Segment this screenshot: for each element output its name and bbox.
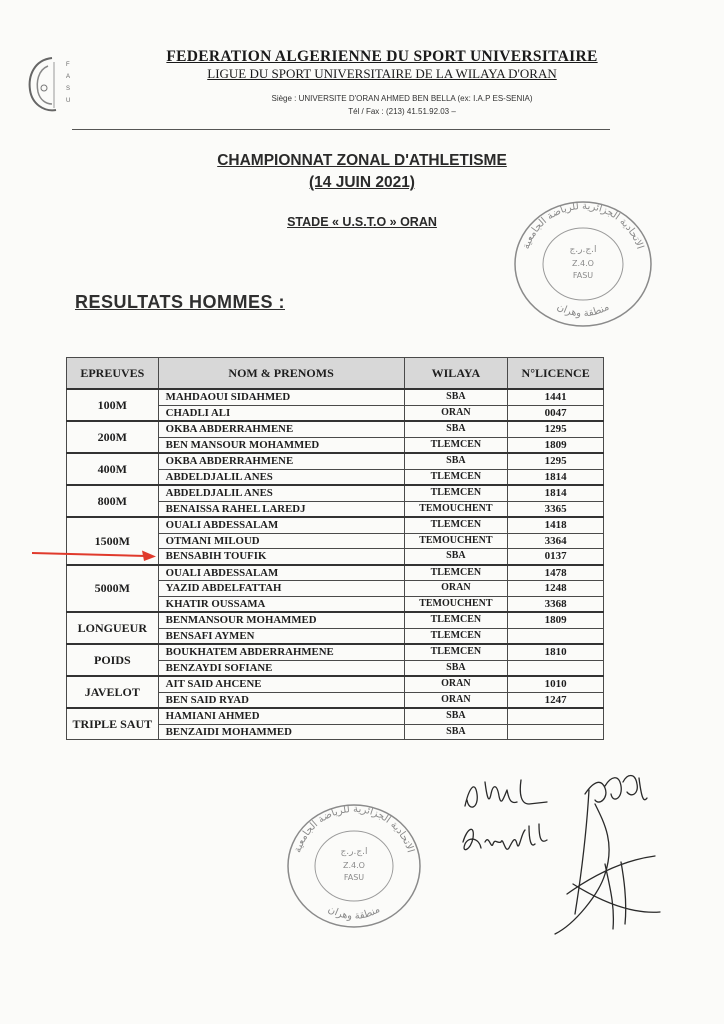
athlete-name: BENSABIH TOUFIK (158, 549, 404, 565)
ligue-title: LIGUE DU SPORT UNIVERSITAIRE DE LA WILAYA D'ORAN (207, 66, 557, 81)
athlete-wilaya: SBA (404, 389, 508, 405)
athlete-licence: 1441 (508, 389, 604, 405)
athlete-name: MAHDAOUI SIDAHMED (158, 389, 404, 405)
header-licence: N°LICENCE (508, 358, 604, 390)
svg-text:منطقة وهران (326, 904, 382, 922)
federation-title: FEDERATION ALGERIENNE DU SPORT UNIVERSITAIRE (166, 48, 598, 65)
athlete-name: CHADLI ALI (158, 405, 404, 421)
athlete-name: KHATIR OUSSAMA (158, 596, 404, 612)
event-name: JAVELOT (67, 676, 159, 708)
athlete-wilaya: TLEMCEN (404, 612, 508, 628)
athlete-name: OUALI ABDESSALAM (158, 517, 404, 533)
athlete-name: BENSAFI AYMEN (158, 628, 404, 644)
stamp-arabic-top: الاتحادية الجزائرية للرياضة الجامعية (292, 803, 416, 855)
table-row (67, 565, 604, 581)
red-arrow-icon (30, 548, 158, 562)
athlete-wilaya: TLEMCEN (404, 565, 508, 581)
athlete-licence: 1295 (508, 421, 604, 437)
event-name: 1500M (67, 517, 159, 565)
event-name: POIDS (67, 644, 159, 676)
athlete-wilaya: TLEMCEN (404, 469, 508, 485)
athlete-licence: 1247 (508, 692, 604, 708)
athlete-name: BENZAYDI SOFIANE (158, 660, 404, 676)
athlete-licence: 1809 (508, 437, 604, 453)
athlete-name: BENAISSA RAHEL LAREDJ (158, 501, 404, 517)
stamp-arabic-bottom: منطقة وهران (554, 301, 612, 320)
stamp-center: ا.ج.ر.ج (340, 847, 368, 857)
athlete-wilaya: ORAN (404, 692, 508, 708)
stamp-zone: Z.4.O (343, 861, 365, 870)
athlete-name: AIT SAID AHCENE (158, 676, 404, 692)
athlete-name: BOUKHATEM ABDERRAHMENE (158, 644, 404, 660)
athlete-name: BENZAIDI MOHAMMED (158, 724, 404, 740)
athlete-licence: 3365 (508, 501, 604, 517)
athlete-wilaya: TLEMCEN (404, 485, 508, 501)
athlete-licence: 1809 (508, 612, 604, 628)
stamp-arabic-bottom: منطقة وهران (325, 903, 383, 922)
championship-date: (14 JUIN 2021) (309, 174, 415, 191)
athlete-wilaya: ORAN (404, 676, 508, 692)
table-row (67, 708, 604, 724)
table-row (67, 676, 604, 692)
athlete-wilaya: TEMOUCHENT (404, 501, 508, 517)
athlete-name: YAZID ABDELFATTAH (158, 581, 404, 597)
event-name: 5000M (67, 565, 159, 613)
athlete-wilaya: ORAN (404, 581, 508, 597)
athlete-name: ABDELDJALIL ANES (158, 469, 404, 485)
athlete-licence: 3364 (508, 533, 604, 549)
athlete-wilaya: TLEMCEN (404, 517, 508, 533)
athlete-licence: 1010 (508, 676, 604, 692)
official-stamp (508, 196, 658, 332)
event-name: TRIPLE SAUT (67, 708, 159, 740)
athlete-name: OUALI ABDESSALAM (158, 565, 404, 581)
svg-text:U: U (66, 98, 71, 104)
athlete-licence: 1810 (508, 644, 604, 660)
athlete-wilaya: TEMOUCHENT (404, 533, 508, 549)
stamp-latin: FASU (343, 873, 365, 882)
event-name: 400M (67, 453, 159, 485)
athlete-wilaya: SBA (404, 708, 508, 724)
stamp-latin: FASU (572, 271, 594, 280)
athlete-licence: 0137 (508, 549, 604, 565)
athlete-wilaya: TEMOUCHENT (404, 596, 508, 612)
event-name: 100M (67, 389, 159, 421)
event-name: LONGUEUR (67, 612, 159, 644)
athlete-licence: 1478 (508, 565, 604, 581)
svg-text:A: A (66, 74, 71, 80)
venue: STADE « U.S.T.O » ORAN (287, 215, 437, 229)
athlete-name: ABDELDJALIL ANES (158, 485, 404, 501)
athlete-licence: 1418 (508, 517, 604, 533)
handwritten-signatures (455, 764, 675, 939)
athlete-name: OKBA ABDERRAHMENE (158, 421, 404, 437)
athlete-licence: 3368 (508, 596, 604, 612)
official-stamp-bottom (282, 800, 426, 932)
athlete-licence: 0047 (508, 405, 604, 421)
header-epreuves: EPREUVES (67, 358, 159, 390)
table-row (67, 421, 604, 437)
athlete-wilaya: TLEMCEN (404, 437, 508, 453)
table-header-row (67, 358, 604, 390)
athlete-name: BEN MANSOUR MOHAMMED (158, 437, 404, 453)
svg-text:S: S (66, 86, 71, 92)
athlete-wilaya: SBA (404, 453, 508, 469)
table-row (67, 453, 604, 469)
stamp-zone: Z.4.O (572, 259, 594, 268)
athlete-wilaya: TLEMCEN (404, 644, 508, 660)
athlete-wilaya: TLEMCEN (404, 628, 508, 644)
header-nom-prenoms: NOM & PRENOMS (158, 358, 404, 390)
athlete-wilaya: ORAN (404, 405, 508, 421)
athlete-licence: 1814 (508, 469, 604, 485)
athlete-name: HAMIANI AHMED (158, 708, 404, 724)
athlete-licence (508, 724, 604, 740)
athlete-wilaya: SBA (404, 660, 508, 676)
header-wilaya: WILAYA (404, 358, 508, 390)
athlete-licence (508, 628, 604, 644)
athlete-name: OKBA ABDERRAHMENE (158, 453, 404, 469)
event-name: 800M (67, 485, 159, 517)
stamp-center: ا.ج.ر.ج (569, 245, 597, 255)
athlete-wilaya: SBA (404, 421, 508, 437)
athlete-wilaya: SBA (404, 549, 508, 565)
athlete-licence (508, 708, 604, 724)
stamp-arabic-top: الاتحادية الجزائرية للرياضة الجامعية (520, 200, 646, 251)
header-divider (72, 129, 610, 130)
table-row (67, 612, 604, 628)
svg-text:منطقة وهران (555, 302, 611, 320)
table-row (67, 517, 604, 533)
athlete-name: OTMANI MILOUD (158, 533, 404, 549)
athlete-licence: 1248 (508, 581, 604, 597)
athlete-name: BENMANSOUR MOHAMMED (158, 612, 404, 628)
svg-text:الاتحادية الجزائرية للرياضة ال (521, 201, 645, 251)
tel-fax: Tél / Fax : (213) 41.51.92.03 – (348, 107, 456, 116)
table-row (67, 485, 604, 501)
svg-text:F: F (66, 62, 70, 68)
table-row (67, 644, 604, 660)
section-title: RESULTATS HOMMES : (75, 292, 285, 312)
table-row (67, 389, 604, 405)
athlete-licence: 1295 (508, 453, 604, 469)
siege-address: Siège : UNIVERSITE D'ORAN AHMED BEN BELLA (ex: I.A.P ES-SENIA) (271, 94, 533, 103)
athlete-wilaya: SBA (404, 724, 508, 740)
championship-title: CHAMPIONNAT ZONAL D'ATHLETISME (217, 152, 507, 169)
event-name: 200M (67, 421, 159, 453)
athlete-licence: 1814 (508, 485, 604, 501)
athlete-licence (508, 660, 604, 676)
athlete-name: BEN SAID RYAD (158, 692, 404, 708)
